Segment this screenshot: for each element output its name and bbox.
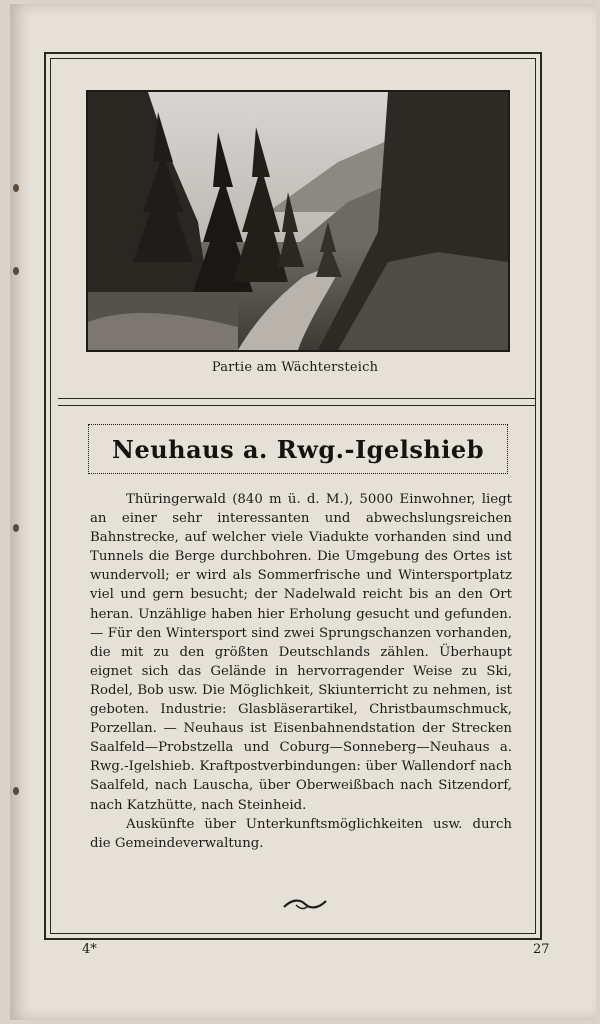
- landscape-photo: [86, 90, 510, 352]
- binding-hole: [13, 267, 19, 275]
- binding-hole: [13, 184, 19, 192]
- binding-hole: [13, 524, 19, 532]
- divider-line: [58, 398, 536, 399]
- photo-caption: Partie am Wächtersteich: [211, 360, 379, 375]
- divider-line: [58, 405, 536, 406]
- forest-path-image: [88, 92, 508, 350]
- body-text: [90, 490, 512, 853]
- paragraph: Thüringerwald (840 m ü. d. M.), 5000 Einwohner, liegt an einer sehr interessanten und abwechslungsreichen Bahnstrecke, auf welcher viele Viadukte vorhanden sind und Tunnels die Berge durchbohren. Die Umgebung des Ortes ist wundervoll; er wird als Sommerfrische und Wintersportplatz viel und gern besucht; der Nadelwald reicht bis an den Ort heran. Unzählige haben hier Erholung gesucht und gefunden. — Für den Wintersport sind zwei Sprungschanzen vorhanden, die mit zu den größten Deutschlands zählen. Überhaupt eignet sich das Gelände in hervorragender Weise zu Ski, Rodel, Bob usw. Die Möglichkeit, Skiunterricht zu nehmen, ist geboten. Industrie: Glasbläserartikel, Christbaumschmuck, Porzellan. — Neuhaus ist Eisenbahnendstation der Strecken Saalfeld—Probstzella und Coburg—Sonneberg—Neuhaus a. Rwg.-Igelshieb. Kraftpostverbindungen: über Wallendorf nach Saalfeld, nach Lauscha, über Oberweißbach nach Sitzendorf, nach Katzhütte, nach Steinheid.: [90, 492, 512, 813]
- paragraph: Auskünfte über Unterkunftsmöglichkeiten usw. durch die Gemeindeverwaltung.: [90, 816, 512, 851]
- signature-mark: 4*: [82, 942, 97, 957]
- binding-hole: [13, 787, 19, 795]
- page-number: 27: [533, 942, 550, 957]
- ornament-icon: [282, 895, 328, 913]
- title-box: [88, 424, 508, 474]
- section-title: Neuhaus a. Rwg.-Igelshieb: [112, 434, 484, 464]
